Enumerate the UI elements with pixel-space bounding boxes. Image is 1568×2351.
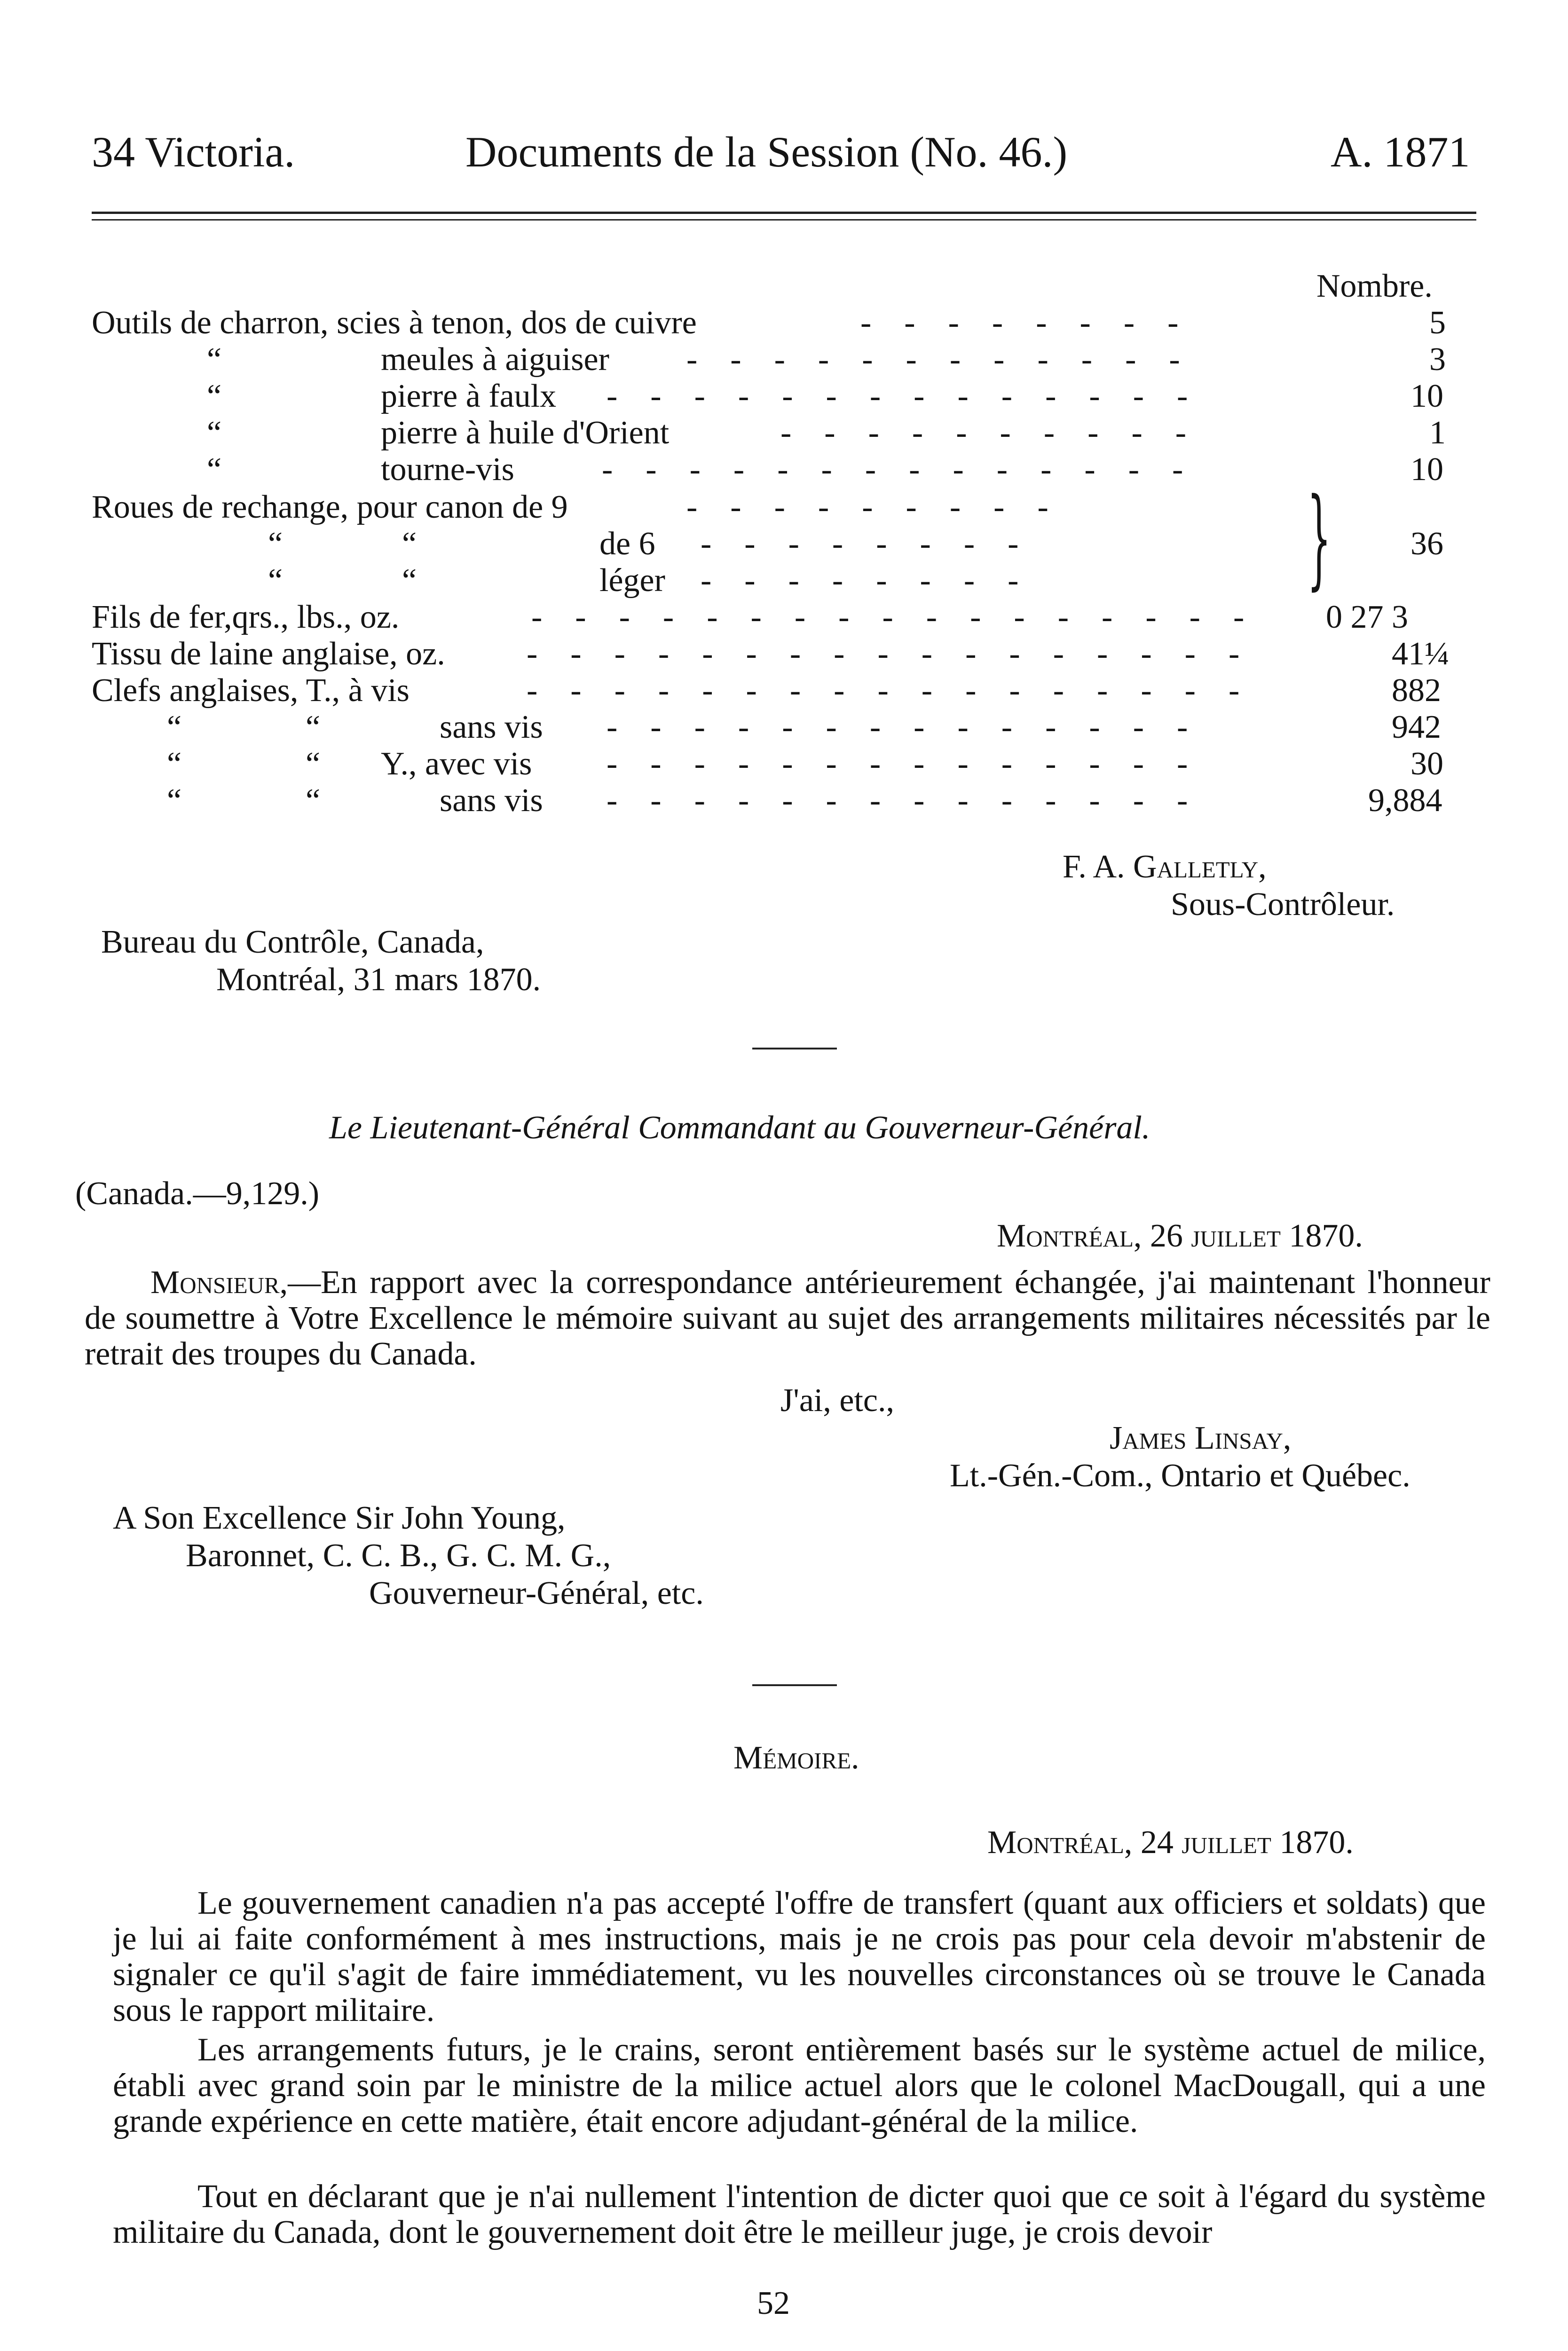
inventory-row-label: Roues de rechange, pour canon de 9: [92, 489, 568, 525]
ditto-mark: “: [207, 451, 222, 488]
inventory-row-label: léger: [599, 562, 665, 599]
ditto-mark: “: [207, 378, 222, 414]
leader-dots: - - - - - - - - - - - - - -: [607, 782, 1188, 819]
memoire-paragraph: Le gouvernement canadien n'a pas accepté l'offre de transfert (quant aux officiers et soldats) que je lui ai faite conformément à mes instructions, mais je ne crois pas pour cela devoir m'abstenir de signaler ce qu'il s'agit de faire immédiatement, vu les nouvelles circonstances où se trouve le Canada sous le rapport militaire.: [113, 1885, 1486, 2028]
office-name: Bureau du Contrôle, Canada,: [101, 924, 484, 960]
leader-dots: - - - - - - - - - - - - - - - - -: [531, 599, 1245, 635]
ditto-mark: “: [207, 415, 222, 451]
leader-dots: - - - - - - - -: [701, 526, 1019, 562]
leader-dots: - - - - - - - -: [860, 305, 1179, 341]
memoire-place-date: Montréal, 24 juillet 1870.: [987, 1824, 1354, 1861]
letter-body-text: —En rapport avec la correspondance antérieurement échangée, j'ai maintenant l'honneur de soumettre à Votre Excellence le mémoire suivant au sujet des arrangements militaires nécessités par le retrait des troupes du Canada.: [85, 1264, 1490, 1372]
inventory-row-value: 10: [1410, 451, 1443, 488]
inventory-row-label: pierre à huile d'Orient: [381, 415, 670, 451]
letter-body: [85, 1265, 1490, 1372]
letter-reference: (Canada.—9,129.): [75, 1176, 320, 1212]
leader-dots: - - - - - - - - - - - -: [686, 341, 1180, 378]
ditto-mark: “: [306, 746, 321, 782]
column-header-nombre: Nombre.: [1316, 268, 1433, 304]
section-divider: [752, 1684, 837, 1686]
inventory-row-value: 3: [1429, 341, 1446, 378]
leader-dots: - - - - - - - - - -: [780, 415, 1187, 451]
inventory-row-value: 0 27 3: [1326, 599, 1408, 635]
inventory-row-label: Clefs anglaises, T., à vis: [92, 672, 410, 709]
ditto-mark: “: [402, 526, 417, 562]
ditto-mark: “: [306, 709, 321, 745]
inventory-row-label: sans vis: [440, 709, 543, 745]
inventory-row-value: 36: [1410, 526, 1443, 562]
ditto-mark: “: [167, 782, 182, 819]
section-divider: [752, 1048, 837, 1049]
ditto-mark: “: [207, 341, 222, 378]
inventory-row-label: meules à aiguiser: [381, 341, 609, 378]
addressee-line-1: A Son Excellence Sir John Young,: [113, 1500, 566, 1536]
header-rule: [92, 212, 1476, 214]
inventory-row-value: 942: [1392, 709, 1441, 745]
inventory-row-value: 30: [1410, 746, 1443, 782]
inventory-row-value: 5: [1429, 305, 1446, 341]
salutation: Monsieur,: [150, 1264, 288, 1301]
leader-dots: - - - - - - - - - - - - - - - - -: [527, 672, 1240, 709]
inventory-row-label: de 6: [599, 526, 655, 562]
letter-place-date: Montréal, 26 juillet 1870.: [997, 1218, 1363, 1254]
inventory-row-value: 9,884: [1368, 782, 1442, 819]
inventory-row-label: Outils de charron, scies à tenon, dos de cuivre: [92, 305, 697, 341]
grouping-brace: }: [1307, 475, 1332, 601]
inventory-row-label: Y., avec vis: [381, 746, 532, 782]
signer-name: F. A. Galletly,: [1063, 849, 1267, 885]
leader-dots: - - - - - - - - - - - - - -: [607, 378, 1188, 414]
leader-dots: - - - - - - - -: [701, 562, 1019, 599]
leader-dots: - - - - - - - - - - - - - -: [607, 709, 1188, 745]
ditto-mark: “: [167, 709, 182, 745]
letter-closing: J'ai, etc.,: [780, 1382, 894, 1419]
leader-dots: - - - - - - - - - - - - - - - - -: [527, 636, 1240, 672]
letter-heading: Le Lieutenant-Général Commandant au Gouverneur-Général.: [329, 1110, 1150, 1146]
header-volume: 34 Victoria.: [92, 128, 295, 176]
inventory-row-label: sans vis: [440, 782, 543, 819]
memoire-title: Mémoire.: [733, 1740, 859, 1776]
header-year: A. 1871: [1331, 128, 1470, 176]
header-rule-thin: [92, 219, 1476, 221]
addressee-line-3: Gouverneur-Général, etc.: [369, 1575, 704, 1611]
letter-signer-title: Lt.-Gén.-Com., Ontario et Québec.: [950, 1458, 1410, 1494]
inventory-row-value: 882: [1392, 672, 1441, 709]
leader-dots: - - - - - - - - - - - - - -: [602, 451, 1183, 488]
inventory-row-value: 10: [1410, 378, 1443, 414]
inventory-row-label: tourne-vis: [381, 451, 514, 488]
memoire-paragraph: Les arrangements futurs, je le crains, seront entièrement basés sur le système actuel de milice, établi avec grand soin par le ministre de la milice actuel alors que le colonel MacDougall, qui a une grande expérience en cette matière, était encore adjudant-général de la milice.: [113, 2032, 1486, 2139]
inventory-row-value: 1: [1429, 415, 1446, 451]
ditto-mark: “: [167, 746, 182, 782]
signer-title: Sous-Contrôleur.: [1171, 886, 1395, 923]
letter-signer: James Linsay,: [1110, 1420, 1292, 1456]
inventory-row-label: Tissu de laine anglaise, oz.: [92, 636, 445, 672]
inventory-row-value: 41¼: [1392, 636, 1450, 672]
ditto-mark: “: [268, 562, 283, 599]
leader-dots: - - - - - - - - -: [686, 489, 1048, 525]
ditto-mark: “: [306, 782, 321, 819]
inventory-row-label: Fils de fer,qrs., lbs., oz.: [92, 599, 400, 635]
inventory-row-label: pierre à faulx: [381, 378, 557, 414]
page-number: 52: [757, 2285, 790, 2321]
addressee-line-2: Baronnet, C. C. B., G. C. M. G.,: [186, 1538, 611, 1574]
ditto-mark: “: [402, 562, 417, 599]
ditto-mark: “: [268, 526, 283, 562]
header-title: Documents de la Session (No. 46.): [465, 128, 1068, 176]
leader-dots: - - - - - - - - - - - - - -: [607, 746, 1188, 782]
office-place-date: Montréal, 31 mars 1870.: [216, 962, 541, 998]
memoire-paragraph: Tout en déclarant que je n'ai nullement l'intention de dicter quoi que ce soit à l'égard du système militaire du Canada, dont le gouvernement doit être le meilleur juge, je crois devoir: [113, 2178, 1486, 2250]
